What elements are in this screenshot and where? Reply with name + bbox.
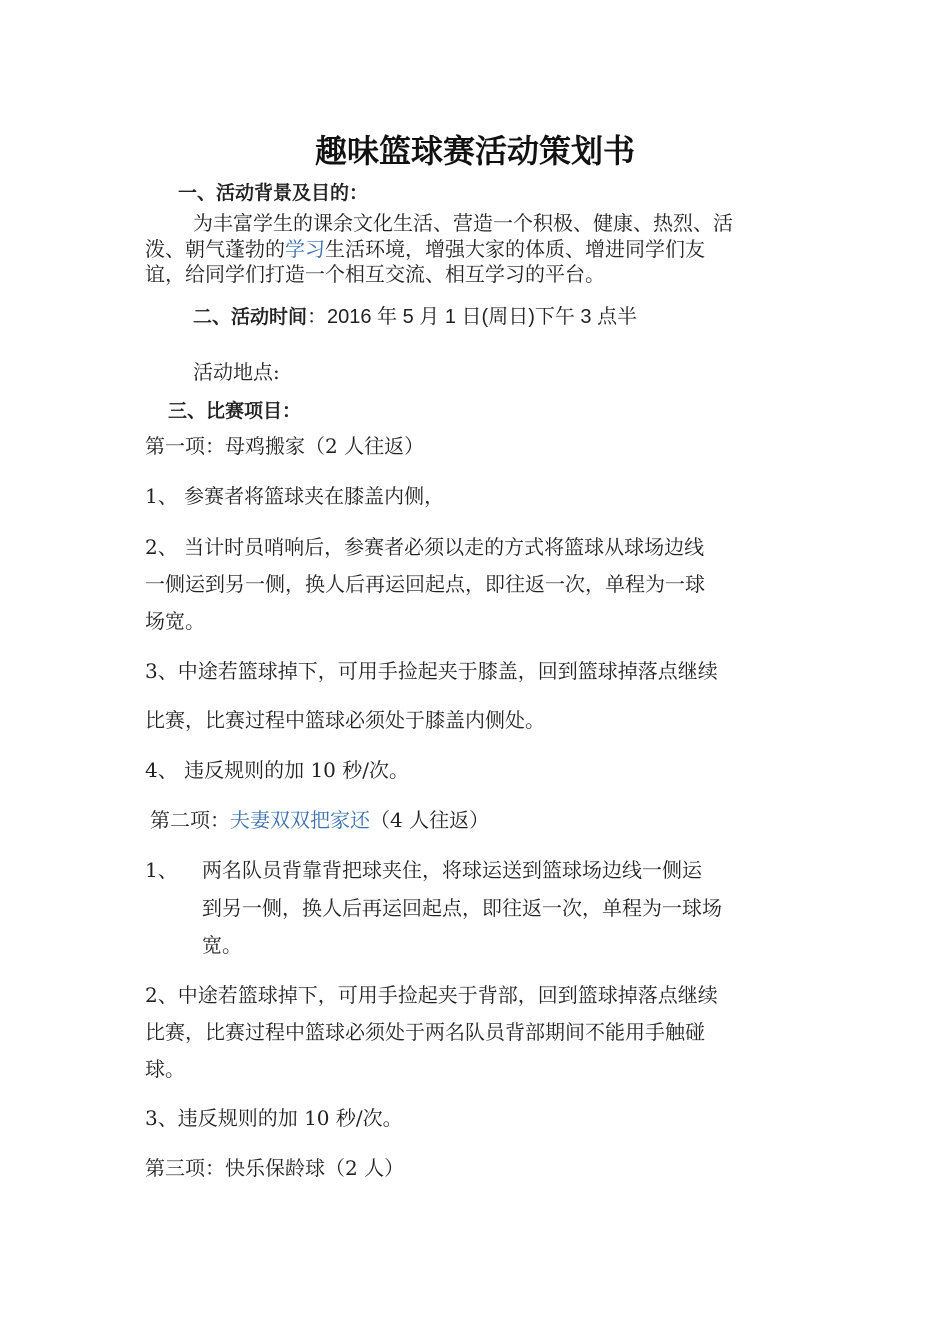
section-1-heading: 一、活动背景及目的： bbox=[178, 182, 369, 204]
item-2-rule-1-line-1: 两名队员背靠背把球夹住，将球运送到篮球场边线一侧运 bbox=[202, 858, 702, 882]
item-2-rule-2-line-2: 比赛，比赛过程中篮球必须处于两名队员背部期间不能用手触碰 bbox=[145, 1020, 705, 1044]
item-3-title: 第三项：快乐保龄球（2 人） bbox=[145, 1156, 405, 1180]
event-time-value: ：2016 年 5 月 1 日(周日)下午 3 点半 bbox=[307, 306, 638, 328]
page-title: 趣味篮球赛活动策划书 bbox=[314, 132, 635, 170]
section-3-heading: 三、比赛项目： bbox=[168, 400, 302, 422]
study-link[interactable]: 学习 bbox=[285, 237, 325, 261]
item-2-rule-1-line-2: 到另一侧，换人后再运回起点，即往返一次，单程为一球场 bbox=[202, 896, 722, 920]
item-2-rule-1-line-3: 宽。 bbox=[202, 933, 242, 957]
item-2-link[interactable]: 夫妻双双把家还 bbox=[230, 808, 370, 832]
item-1-rule-3-line-1: 3、中途若篮球掉下，可用手捡起夹于膝盖，回到篮球掉落点继续 bbox=[145, 659, 718, 683]
section-1-text: 泼、朝气蓬勃的 bbox=[145, 237, 285, 261]
item-2-rule-2-line-1: 2、中途若篮球掉下，可用手捡起夹于背部，回到篮球掉落点继续 bbox=[145, 983, 718, 1007]
section-2-heading: 二、活动时间 bbox=[193, 306, 308, 328]
item-2-rule-1-number: 1、 bbox=[145, 858, 178, 882]
item-1-rule-4: 4、 违反规则的加 10 秒/次。 bbox=[145, 758, 409, 782]
section-1-paragraph-line-3: 谊，给同学们打造一个相互交流、相互学习的平台。 bbox=[145, 262, 605, 286]
item-1-rule-2-line-2: 一侧运到另一侧，换人后再运回起点，即往返一次，单程为一球 bbox=[145, 572, 705, 596]
item-1-rule-2-line-3: 场宽。 bbox=[145, 609, 205, 633]
event-place-label: 活动地点: bbox=[193, 360, 280, 384]
item-2-rule-2-line-3: 球。 bbox=[145, 1057, 185, 1081]
item-1-rule-2-line-1: 2、 当计时员哨响后，参赛者必须以走的方式将篮球从球场边线 bbox=[145, 535, 705, 559]
section-1-text: 生活环境，增强大家的体质、增进同学们友 bbox=[325, 237, 705, 261]
item-2-title-suffix: （4 人往返） bbox=[370, 808, 490, 832]
item-1-title: 第一项：母鸡搬家（2 人往返） bbox=[145, 434, 425, 458]
item-2-title bbox=[150, 808, 489, 832]
item-1-rule-3-line-2: 比赛，比赛过程中篮球必须处于膝盖内侧处。 bbox=[145, 708, 545, 732]
item-2-title-prefix: 第二项： bbox=[150, 808, 230, 832]
section-1-paragraph-line-2 bbox=[145, 237, 705, 261]
item-1-rule-1: 1、 参赛者将篮球夹在膝盖内侧， bbox=[145, 484, 445, 508]
section-1-paragraph-line-1: 为丰富学生的课余文化生活、营造一个积极、健康、热烈、活 bbox=[193, 211, 733, 235]
item-2-rule-3: 3、违反规则的加 10 秒/次。 bbox=[145, 1106, 403, 1130]
section-2-time bbox=[193, 304, 637, 329]
